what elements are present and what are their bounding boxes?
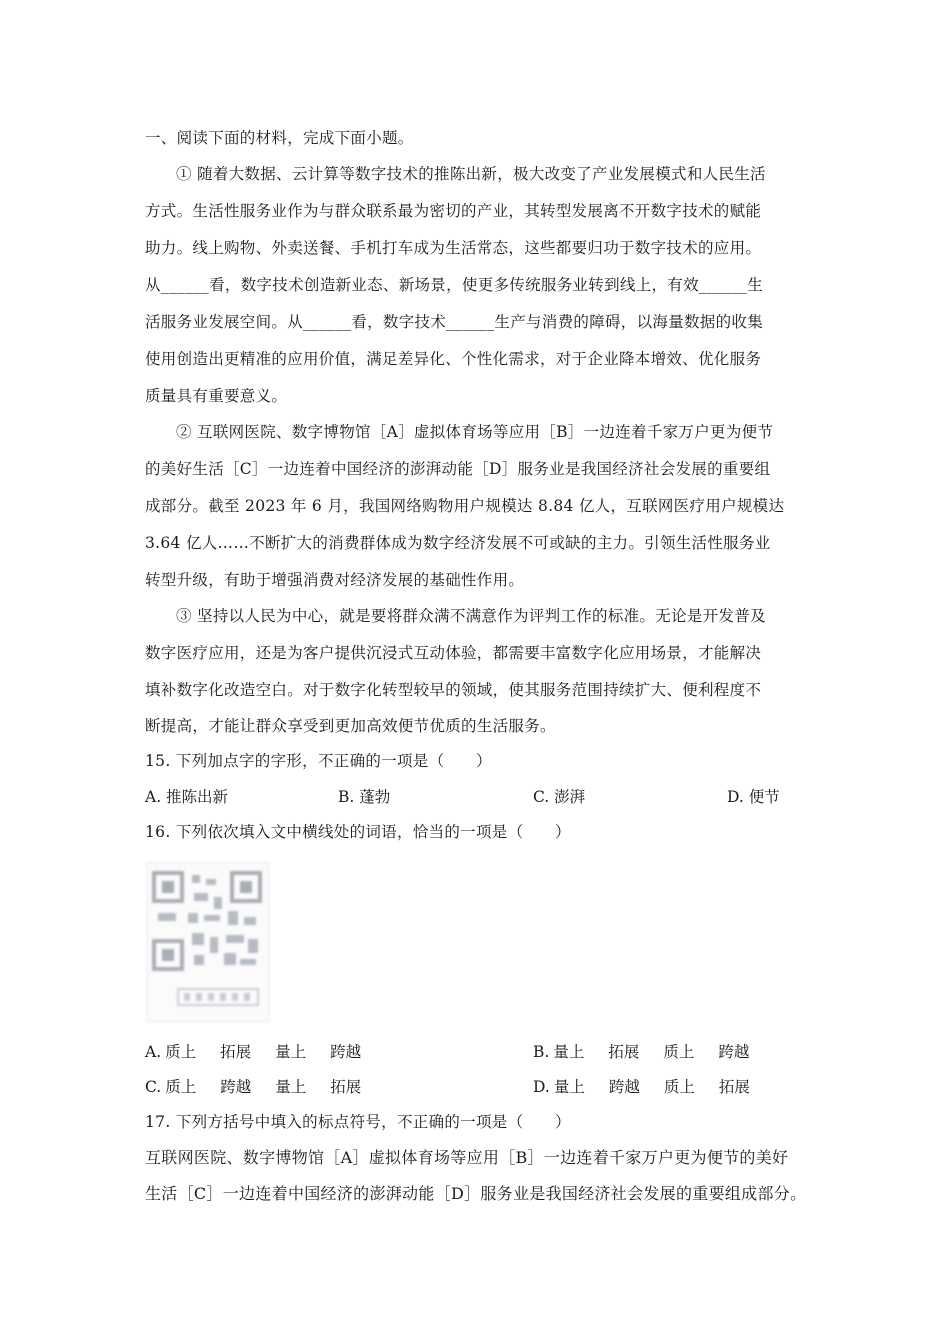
section-title: 一、阅读下面的材料，完成下面小题。 bbox=[145, 129, 414, 147]
q16-b-word-1: 量上 bbox=[553, 1043, 585, 1061]
q17-line-1: 互联网医院、数字博物馆［A］虚拟体育场等应用［B］一边连着千家万户更为便节的美好 bbox=[145, 1148, 789, 1167]
q16-c-word-2: 跨越 bbox=[220, 1078, 252, 1096]
q16-c-label: C. bbox=[145, 1078, 162, 1096]
q16-c-word-1: 质上 bbox=[165, 1078, 197, 1096]
q16-b-word-3: 质上 bbox=[663, 1043, 695, 1061]
passage-p3-line-1: ③ 坚持以人民为中心，就是要将群众满不满意作为评判工作的标准。无论是开发普及 bbox=[176, 607, 766, 625]
passage-p1-line-3: 助力。线上购物、外卖送餐、手机打车成为生活常态，这些都要归功于数字技术的应用。 bbox=[145, 239, 762, 257]
passage-p1-line-1: ① 随着大数据、云计算等数字技术的推陈出新，极大改变了产业发展模式和人民生活 bbox=[176, 165, 766, 183]
q16-b-word-4: 跨越 bbox=[718, 1043, 750, 1061]
passage-p1-line-4: 从______看，数字技术创造新业态、新场景，使更多传统服务业转到线上，有效______生 bbox=[145, 276, 764, 294]
q16-stem: 16. 下列依次填入文中横线处的词语，恰当的一项是（ ） bbox=[145, 823, 571, 841]
q17-stem: 17. 下列方括号中填入的标点符号，不正确的一项是（ ） bbox=[145, 1113, 571, 1131]
qr-code-image bbox=[147, 862, 269, 1022]
q16-d-word-3: 质上 bbox=[663, 1078, 695, 1096]
q16-a-word-4: 跨越 bbox=[330, 1043, 362, 1061]
qr-code-icon bbox=[148, 863, 268, 1021]
passage-p2-line-3: 成部分。截至 2023 年 6 月，我国网络购物用户规模达 8.84 亿人，互联网医疗用户规模达 bbox=[145, 497, 785, 515]
q16-d-word-2: 跨越 bbox=[608, 1078, 640, 1096]
q16-a-label: A. bbox=[145, 1043, 162, 1061]
passage-p2-line-2: 的美好生活［C］一边连着中国经济的澎湃动能［D］服务业是我国经济社会发展的重要组 bbox=[145, 460, 771, 478]
passage-p1-line-6: 使用创造出更精准的应用价值，满足差异化、个性化需求，对于企业降本增效、优化服务 bbox=[145, 350, 762, 368]
q15-option-d: D. 便节 bbox=[727, 788, 780, 806]
q16-d-word-1: 量上 bbox=[553, 1078, 585, 1096]
q17-line-2: 生活［C］一边连着中国经济的澎湃动能［D］服务业是我国经济社会发展的重要组成部分。 bbox=[145, 1184, 807, 1203]
q16-a-word-3: 量上 bbox=[275, 1043, 307, 1061]
passage-p3-line-2: 数字医疗应用，还是为客户提供沉浸式互动体验，都需要丰富数字化应用场景，才能解决 bbox=[145, 644, 762, 662]
passage-p2-line-4: 3.64 亿人……不断扩大的消费群体成为数字经济发展不可或缺的主力。引领生活性服务业 bbox=[145, 534, 771, 552]
q15-option-c: C. 澎湃 bbox=[533, 788, 586, 806]
q16-b-label: B. bbox=[533, 1043, 550, 1061]
q16-c-word-4: 拓展 bbox=[330, 1078, 362, 1096]
passage-p3-line-3: 填补数字化改造空白。对于数字化转型较早的领域，使其服务范围持续扩大、便利程度不 bbox=[145, 681, 762, 699]
q15-stem: 15. 下列加点字的字形，不正确的一项是（ ） bbox=[145, 752, 492, 770]
q16-d-word-4: 拓展 bbox=[718, 1078, 750, 1096]
passage-p3-line-4: 断提高，才能让群众享受到更加高效便节优质的生活服务。 bbox=[145, 717, 556, 735]
passage-p2-line-1: ② 互联网医院、数字博物馆［A］虚拟体育场等应用［B］一边连着千家万户更为便节 bbox=[176, 423, 774, 441]
q16-option-a bbox=[145, 1042, 385, 1062]
q16-a-word-1: 质上 bbox=[165, 1043, 197, 1061]
q16-option-c bbox=[145, 1077, 385, 1097]
q16-a-word-2: 拓展 bbox=[220, 1043, 252, 1061]
q16-d-label: D. bbox=[533, 1078, 550, 1096]
q16-option-b bbox=[533, 1042, 773, 1062]
q16-option-d bbox=[533, 1077, 774, 1097]
passage-p1-line-7: 质量具有重要意义。 bbox=[145, 387, 288, 405]
passage-p1-line-5: 活服务业发展空间。从______看，数字技术______生产与消费的障碍，以海量数据的收集 bbox=[145, 313, 764, 331]
q15-option-b: B. 蓬勃 bbox=[338, 788, 391, 806]
passage-p2-line-5: 转型升级，有助于增强消费对经济发展的基础性作用。 bbox=[145, 571, 525, 589]
q16-c-word-3: 量上 bbox=[275, 1078, 307, 1096]
q16-b-word-2: 拓展 bbox=[608, 1043, 640, 1061]
passage-p1-line-2: 方式。生活性服务业作为与群众联系最为密切的产业，其转型发展离不开数字技术的赋能 bbox=[145, 202, 762, 220]
q15-option-a: A. 推陈出新 bbox=[145, 788, 229, 806]
